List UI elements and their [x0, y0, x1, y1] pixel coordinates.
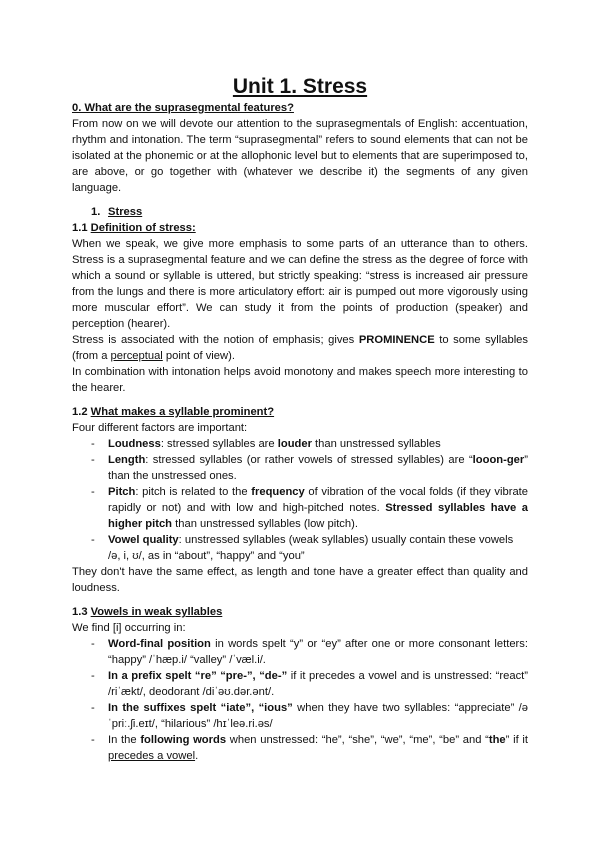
bullet-loudness: Loudness: stressed syllables are louder than unstressed syllables	[108, 438, 441, 450]
bullet-pitch: Pitch: pitch is related to the frequency of vibration of the vocal folds (if they vibrate	[108, 486, 529, 498]
section-1-number: 1.	[91, 206, 101, 218]
monotony-line-2: the hearer.	[72, 382, 126, 394]
bullet-dash: -	[91, 454, 95, 466]
bullet-dash: -	[91, 702, 95, 714]
bullet-length-cont: than the unstressed ones.	[108, 470, 237, 482]
s0-line-2: rhythm and intonation. The term “suprasegmental” refers to sound elements that can not be	[72, 134, 528, 146]
bullet-pitch-cont-2: higher pitch than unstressed syllables (low pitch).	[108, 518, 358, 530]
section-1-1-title: Definition of stress:	[90, 222, 196, 234]
bullet-pitch-cont: rapidly or not) and with low and high-pitched notes. Stressed syllables have a	[108, 502, 528, 514]
bullet-word-final-cont: “happy” /ˈhæp.i/ “valley” /ˈvæl.i/.	[108, 654, 266, 666]
section-1-1-heading	[72, 220, 196, 236]
s12-after-1: They don't have the same effect, as length and tone have a greater effect than quality and	[72, 566, 528, 578]
s12-after-2: loudness.	[72, 582, 120, 594]
bullet-following-words: In the following words when unstressed: “he”, “she”, “we”, “me”, “be” and “the” if it	[108, 734, 528, 746]
section-0-heading: 0. What are the suprasegmental features?	[72, 102, 294, 114]
bullet-dash: -	[91, 438, 95, 450]
s1-line-6: perception (hearer).	[72, 318, 171, 330]
bullet-prefix-cont: /riˈækt/, deodorant /diˈəʊ.dər.ənt/.	[108, 686, 275, 698]
perceptual-term: perceptual	[110, 350, 163, 362]
bullet-dash: -	[91, 638, 95, 650]
prominence-term: PROMINENCE	[358, 334, 435, 346]
bullet-vowel-quality: Vowel quality: unstressed syllables (weak syllables) usually contain these vowels	[108, 534, 514, 546]
bullet-following-words-cont: precedes a vowel.	[108, 750, 199, 762]
bullet-length: Length: stressed syllables (or rather vowels of stressed syllables) are “looon-ger”	[108, 454, 528, 466]
section-1-heading: Stress	[108, 206, 143, 218]
monotony-line-1: In combination with intonation helps avoid monotony and makes speech more interesting to	[72, 366, 528, 378]
s13-intro: We find [i] occurring in:	[72, 622, 186, 634]
bullet-dash: -	[91, 534, 95, 546]
bullet-suffixes: In the suffixes spelt “iate”, “ious” when they have two syllables: “appreciate” /ə	[108, 702, 528, 714]
bullet-vowel-quality-cont: /ə, i, ʊ/, as in “about”, “happy” and “you”	[108, 550, 305, 562]
bullet-word-final: Word-final position in words spelt “y” or “ey” after one or more consonant letters:	[108, 638, 528, 650]
s1-line-5: more muscular effort”. We can study it from the points of production (speaker) and	[72, 302, 528, 314]
bullet-dash: -	[91, 486, 95, 498]
s1-line-2: Stress is a suprasegmental feature and we can define the stress as the degree of force with	[72, 254, 528, 266]
s12-intro: Four different factors are important:	[72, 422, 248, 434]
bullet-dash: -	[91, 734, 95, 746]
perceptual-line: (from a perceptual point of view).	[72, 350, 235, 362]
bullet-dash: -	[91, 670, 95, 682]
s0-line-4: are above, or go together with (whatever we describe it) the segments of any given	[72, 166, 528, 178]
bullet-suffixes-cont: ˈpriː.ʃi.eɪt/, “hilarious” /hɪˈleə.ri.əs/	[108, 718, 273, 730]
prominence-line: Stress is associated with the notion of emphasis; gives PROMINENCE to some syllables	[72, 334, 528, 346]
s1-line-3: which a sound or syllable is uttered, but strictly speaking: “stress is increased air pressure	[72, 270, 528, 282]
section-1-3-heading: 1.3 Vowels in weak syllables	[72, 606, 223, 618]
s1-line-4: from the lungs and there is more articulatory effort: air is pumped out more vigorously using	[72, 286, 528, 298]
s0-line-1: From now on we will devote our attention to the suprasegmentals of English: accentuation,	[72, 118, 528, 130]
s1-line-1: When we speak, we give more emphasis to some parts of an utterance than to others.	[72, 238, 528, 250]
s0-line-3: isolated at the phonemic or at the allophonic level but to elements that are superimposed to,	[72, 150, 528, 162]
section-1-2-heading: 1.2 What makes a syllable prominent?	[72, 406, 275, 418]
s0-line-5: language.	[72, 182, 122, 194]
bullet-prefix: In a prefix spelt “re” “pre-”, “de-” if it precedes a vowel and is unstressed: “react”	[108, 670, 528, 682]
page-title: Unit 1. Stress	[232, 75, 368, 98]
section-1-1-number: 1.1	[72, 222, 88, 234]
